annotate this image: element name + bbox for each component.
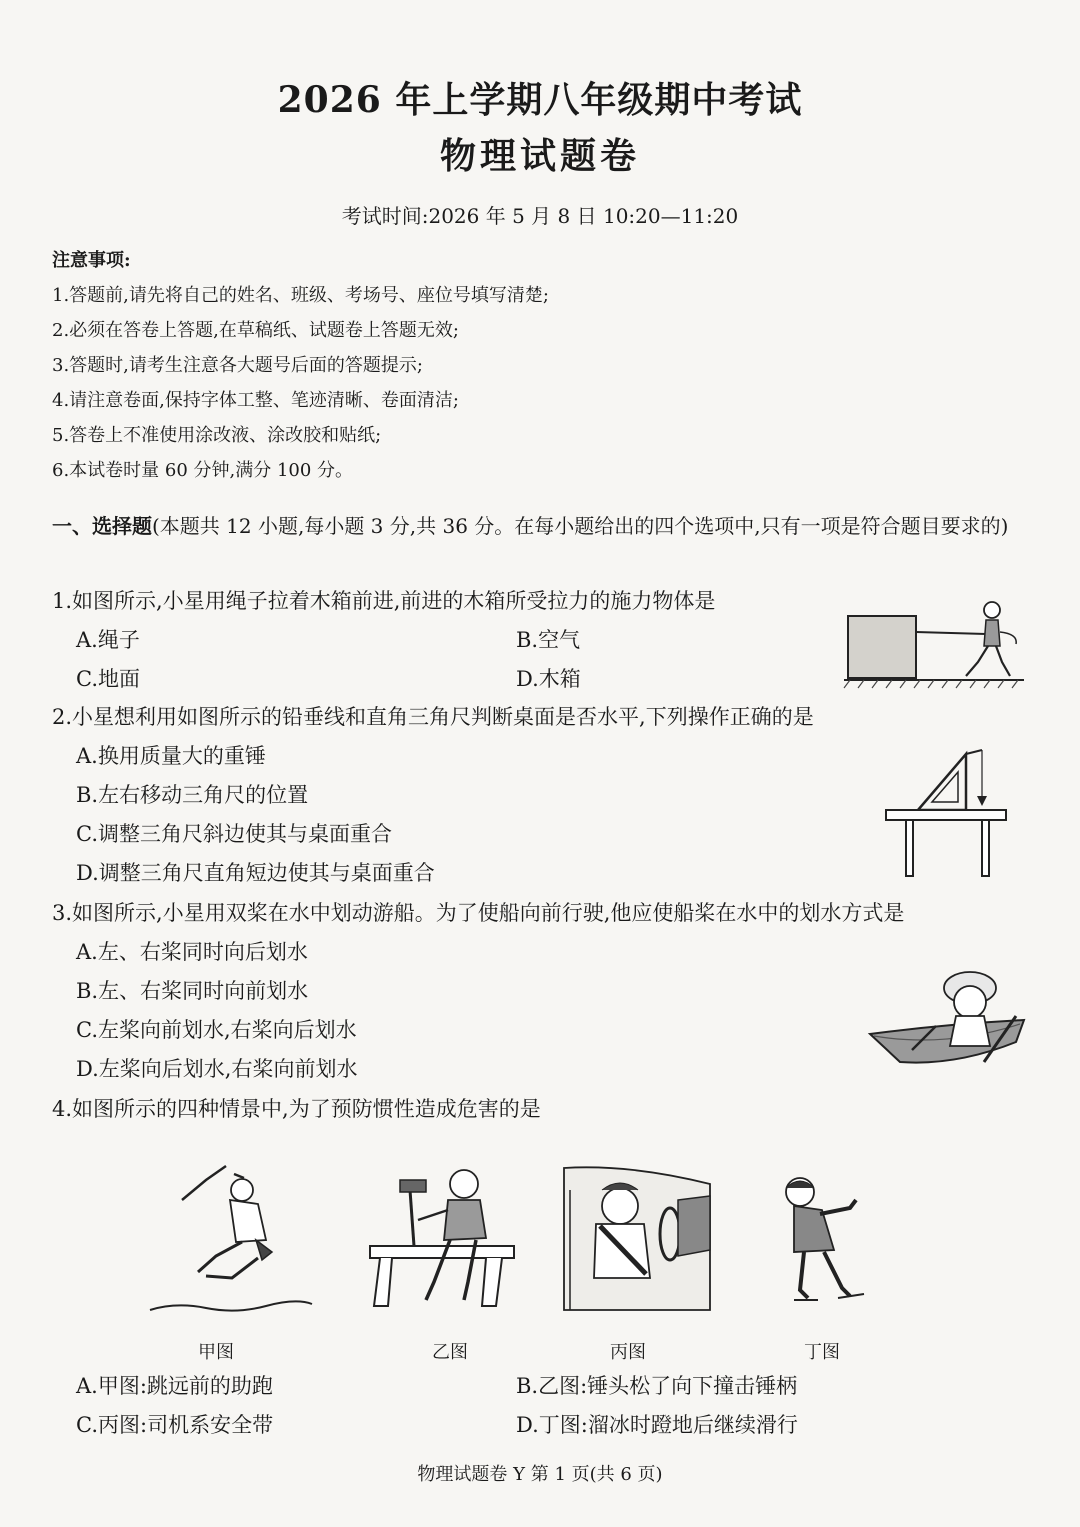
question-1-option-d: D.木箱 xyxy=(516,667,581,691)
note-item: 5.答卷上不准使用涂改液、涂改胶和贴纸; xyxy=(52,425,382,446)
exam-time: 考试时间:2026 年 5 月 8 日 10:20—11:20 xyxy=(341,204,739,228)
section-heading xyxy=(52,508,1042,544)
note-item: 1.答题前,请先将自己的姓名、班级、考场号、座位号填写清楚; xyxy=(52,285,549,306)
notes-list xyxy=(52,278,549,488)
question-4-option-b: B.乙图:锤头松了向下撞击锤柄 xyxy=(516,1374,798,1398)
question-1-stem: 1.如图所示,小星用绳子拉着木箱前进,前进的木箱所受拉力的施力物体是 xyxy=(52,589,716,613)
question-2-stem: 2.小星想利用如图所示的铅垂线和直角三角尺判断桌面是否水平,下列操作正确的是 xyxy=(52,705,814,729)
question-2-option-c: C.调整三角尺斜边使其与桌面重合 xyxy=(76,822,392,846)
question-1-option-a: A.绳子 xyxy=(76,628,140,652)
question-3-option-b: B.左、右桨同时向前划水 xyxy=(76,979,309,1003)
question-3-stem: 3.如图所示,小星用双桨在水中划动游船。为了使船向前行驶,他应使船桨在水中的划水方式是 xyxy=(52,901,905,925)
question-3-option-c: C.左桨向前划水,右桨向后划水 xyxy=(76,1018,357,1042)
plumb-line-table-figure xyxy=(880,742,1020,880)
question-4-option-c: C.丙图:司机系安全带 xyxy=(76,1413,274,1437)
exam-subject-title: 物理试题卷 xyxy=(439,135,640,177)
question-4-stem: 4.如图所示的四种情景中,为了预防惯性造成危害的是 xyxy=(52,1097,541,1121)
question-1-option-b: B.空气 xyxy=(516,628,581,652)
rowing-boat-figure xyxy=(866,958,1032,1082)
note-item: 6.本试卷时量 60 分钟,满分 100 分。 xyxy=(52,460,354,481)
hammer-bench-figure xyxy=(364,1160,520,1316)
question-3-option-d: D.左桨向后划水,右桨向前划水 xyxy=(76,1057,358,1081)
question-1-option-c: C.地面 xyxy=(76,667,140,691)
question-4-option-a: A.甲图:跳远前的助跑 xyxy=(76,1374,273,1398)
question-2-option-a: A.换用质量大的重锤 xyxy=(76,744,266,768)
question-3-option-a: A.左、右桨同时向后划水 xyxy=(76,940,308,964)
long-jump-figure xyxy=(146,1160,316,1316)
page-footer: 物理试题卷 Y 第 1 页(共 6 页) xyxy=(417,1464,663,1485)
question-2-option-b: B.左右移动三角尺的位置 xyxy=(76,783,309,807)
section-description: (本题共 12 小题,每小题 3 分,共 36 分。在每小题给出的四个选项中,只有一项是符合题目要求的) xyxy=(152,514,1009,538)
note-item: 3.答题时,请考生注意各大题号后面的答题提示; xyxy=(52,355,423,376)
note-item: 4.请注意卷面,保持字体工整、笔迹清晰、卷面清洁; xyxy=(52,390,459,411)
exam-title: 2026 年上学期八年级期中考试 xyxy=(277,79,803,121)
figure-caption-bing: 丙图 xyxy=(610,1342,646,1363)
question-4-option-d: D.丁图:溜冰时蹬地后继续滑行 xyxy=(516,1413,798,1437)
figure-caption-jia: 甲图 xyxy=(198,1342,234,1363)
notes-heading: 注意事项: xyxy=(52,250,131,271)
box-pulling-figure xyxy=(840,598,1030,690)
section-label: 一、选择题 xyxy=(52,514,152,538)
figure-caption-ding: 丁图 xyxy=(804,1342,840,1363)
seatbelt-driver-figure xyxy=(560,1160,716,1316)
ice-skater-figure xyxy=(764,1170,884,1310)
note-item: 2.必须在答卷上答题,在草稿纸、试题卷上答题无效; xyxy=(52,320,459,341)
figure-caption-yi: 乙图 xyxy=(432,1342,468,1363)
question-2-option-d: D.调整三角尺直角短边使其与桌面重合 xyxy=(76,861,435,885)
